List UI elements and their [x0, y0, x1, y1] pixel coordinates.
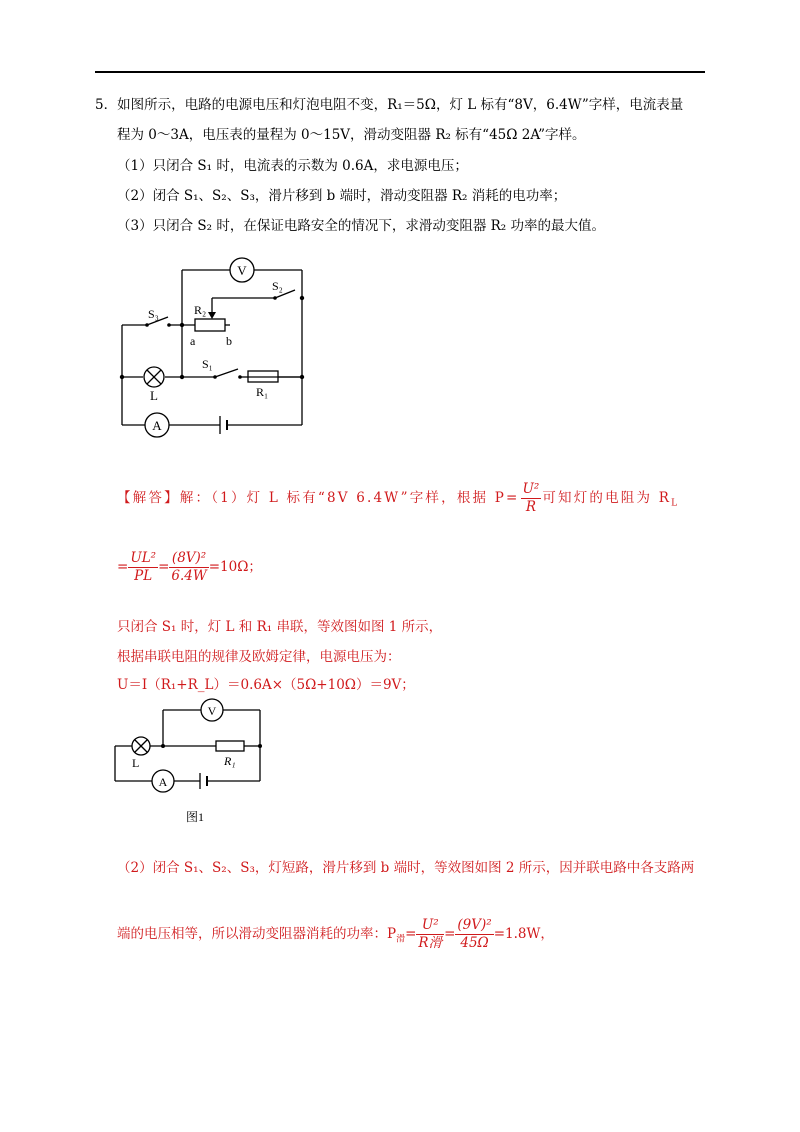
s3-label: S₃ — [148, 307, 159, 321]
equivalent-circuit-figure-1 — [110, 697, 275, 832]
terminal-b-label: b — [226, 334, 232, 348]
r2-label: R₂ — [194, 303, 207, 317]
lamp-resistance-formula: = $\frac{\text{UL²}}{PL}$ = $\frac{\text{(8V)²}}{6.4W}$ =10Ω； — [117, 550, 262, 584]
question-2: （2）闭合 S₁、S₂、S₃，滑片移到 b 端时，滑动变阻器 R₂ 消耗的电功率； — [117, 188, 567, 204]
s2-label: S₂ — [272, 279, 283, 293]
fig1-r1-label: R₁ — [224, 754, 236, 768]
r1-label: R₁ — [256, 385, 269, 399]
part2-line1: （2）闭合 S₁、S₂、S₃，灯短路，滑片移到 b 端时，等效图如图 2 所示，因并联电路中各支路两 — [117, 860, 695, 876]
answer-line3: 根据串联电阻的规律及欧姆定律，电源电压为： — [117, 649, 401, 665]
terminal-a-label: a — [190, 334, 196, 348]
s1-label: S₁ — [202, 357, 213, 371]
fig1-ammeter-label: A — [158, 775, 168, 789]
header-rule — [95, 71, 705, 73]
question-1: （1）只闭合 S₁ 时，电流表的示数为 0.6A，求电源电压； — [117, 158, 468, 174]
problem-stem-line2: 程为 0～3A，电压表的量程为 0～15V，滑动变阻器 R₂ 标有“45Ω 2A”字样。 — [117, 127, 586, 143]
problem-stem-line1: 5．如图所示，电路的电源电压和灯泡电阻不变，R₁＝5Ω，灯 L 标有“8V，6.4W”字样，电流表量 — [95, 97, 684, 113]
circuit-diagram-main — [110, 250, 320, 440]
answer-line2: 只闭合 S₁ 时，灯 L 和 R₁ 串联，等效图如图 1 所示， — [117, 619, 443, 635]
ammeter-label: A — [152, 418, 162, 433]
power-formula-fraction: $\frac{\text{U²}}{R}$ — [522, 481, 540, 515]
question-3: （3）只闭合 S₂ 时，在保证电路安全的情况下，求滑动变阻器 R₂ 功率的最大值。 — [117, 218, 605, 234]
voltmeter-label: V — [237, 263, 247, 278]
part2-line2: 端的电压相等，所以滑动变阻器消耗的功率：$P_滑=$ $\frac{\text{U²}}{\text{R滑}}$ = $\frac{\text{(9V)²}}{45\Omega}$ =1.8W， — [117, 917, 554, 951]
answer-line1: 【解答】解：（1）灯 L 标有“8V 6.4W”字样，根据 P= $\frac{\text{U²}}{R}$ 可知灯的电阻为 $R_L$ — [117, 481, 680, 515]
fig1-voltmeter-label: V — [207, 704, 217, 718]
answer-tag: 【解答】 — [117, 490, 180, 506]
fig1-caption: 图1 — [186, 810, 205, 824]
fig1-lamp-label: L — [132, 756, 140, 770]
answer-line4: U＝I（R₁+R_L）＝0.6A×（5Ω+10Ω）＝9V； — [117, 677, 415, 693]
lamp-label: L — [150, 388, 158, 403]
